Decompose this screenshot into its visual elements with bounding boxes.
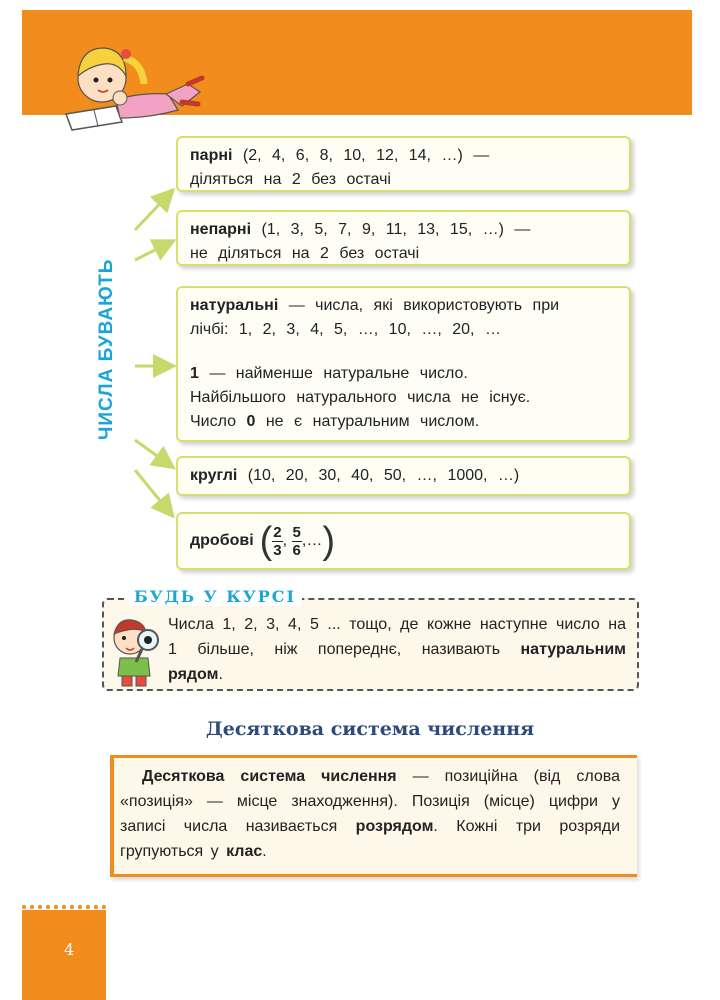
even-term: парні [190, 147, 233, 164]
natural-term: натуральні [190, 297, 279, 314]
fraction-2-3: 2 3 [273, 523, 282, 559]
dotted-divider [210, 108, 690, 112]
zero-note-start: Число [190, 413, 247, 430]
smallest-natural-note: — найменше натуральне число. [198, 365, 468, 382]
section-heading: Десяткова система числення [205, 718, 535, 740]
class-term: клас [226, 843, 263, 860]
boy-with-magnifier-illustration [104, 610, 166, 692]
fraction-examples: ( 2 3 , 5 6 ,… ) [259, 520, 335, 562]
zero-number: 0 [246, 413, 256, 430]
fraction-numbers-box [176, 512, 631, 570]
page-number: 4 [64, 940, 75, 959]
decimal-system-term: Десяткова система числення [142, 768, 397, 785]
round-examples: (10, 20, 30, 40, 50, …, 1000, …) [237, 467, 520, 484]
zero-note-end: не є натуральним числом. [255, 413, 480, 430]
natural-numbers-box [176, 286, 631, 442]
odd-numbers-box [176, 210, 631, 266]
even-numbers-box [176, 136, 631, 192]
natural-definition: — числа, які використовують при [278, 297, 560, 314]
round-numbers-box [176, 456, 631, 496]
tip-title: БУДЬ У КУРСІ [128, 587, 302, 606]
fraction-5-6: 5 6 [292, 523, 301, 559]
odd-term: непарні [190, 221, 252, 238]
footer-dotted-divider [22, 905, 106, 909]
numbers-are-vertical-label: ЧИСЛА БУВАЮТЬ [96, 258, 117, 440]
fraction-term: дробові [190, 532, 254, 549]
even-description: діляться на 2 без остачі [190, 171, 391, 188]
decimal-system-definition: Десяткова система числення — позиційна (від слова «позиція» — місце знаходження). Позиція (місце) цифри у записі числа називається розрядом. Кожні три розряди групуються у клас. [120, 768, 621, 860]
even-examples: (2, 4, 6, 8, 10, 12, 14, …) — [232, 147, 490, 164]
fraction-ellipsis: ,… [301, 532, 323, 549]
odd-description: не діляться на 2 без остачі [190, 245, 420, 262]
reading-girl-illustration [60, 22, 210, 132]
natural-series-term: натуральним рядом [168, 641, 626, 683]
round-term: круглі [190, 467, 238, 484]
odd-examples: (1, 3, 5, 7, 9, 11, 13, 15, …) — [251, 221, 531, 238]
digit-place-term: розрядом [355, 818, 434, 835]
largest-natural-note: Найбільшого натурального числа не існує. [190, 389, 531, 406]
smallest-natural-number: 1 [190, 365, 199, 382]
tip-text: Числа 1, 2, 3, 4, 5 ... тощо, де кожне наступне число на 1 більше, ніж попереднє, називають натуральним рядом. [168, 616, 626, 683]
natural-examples: лічбі: 1, 2, 3, 4, 5, …, 10, …, 20, … [190, 321, 501, 338]
